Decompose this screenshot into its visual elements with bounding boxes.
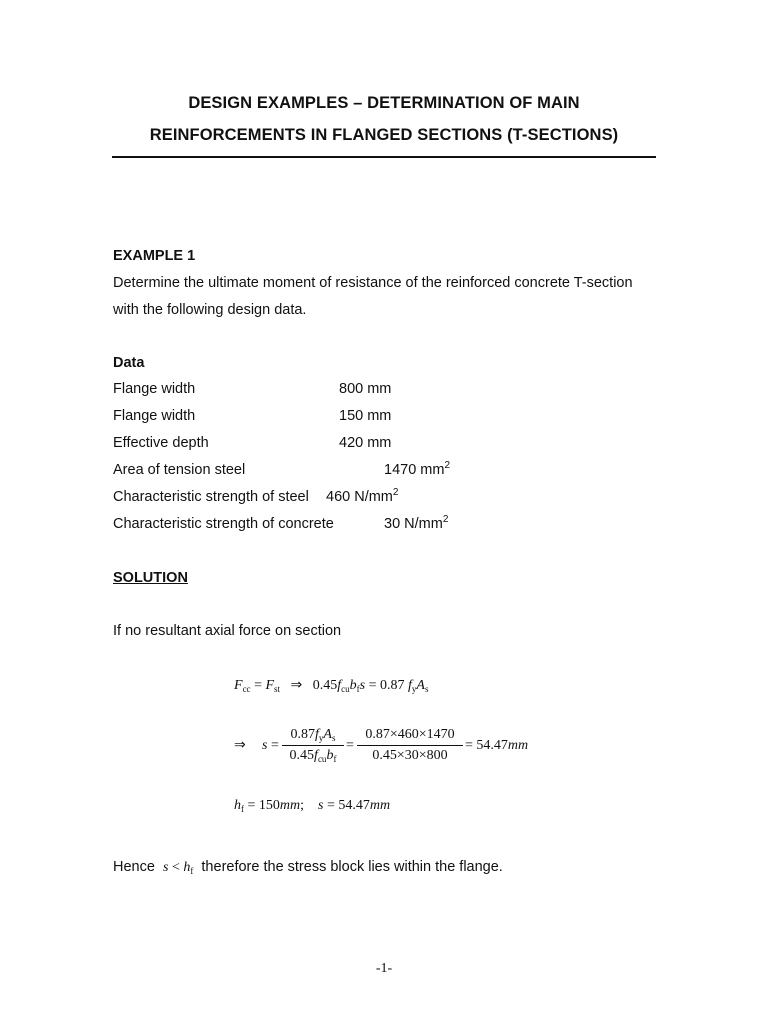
page-title-line-2: REINFORCEMENTS IN FLANGED SECTIONS (T-SECTIONS): [149, 126, 619, 144]
page-title-line-1: DESIGN EXAMPLES – DETERMINATION OF MAIN: [188, 94, 580, 112]
equation-s-lhs: s =: [262, 738, 279, 753]
data-row-label: Effective depth: [113, 435, 209, 451]
fraction-numeric: 0.87×460×1470 0.45×30×800: [357, 727, 463, 764]
equation-result: = 54.47mm: [465, 738, 529, 753]
data-row-label: Flange width: [113, 381, 196, 397]
data-row-value: 150 mm: [339, 408, 392, 424]
solution-premise: If no resultant axial force on section: [113, 623, 342, 639]
title-divider: [112, 156, 656, 158]
example-intro-line-1: Determine the ultimate moment of resistance of the reinforced concrete T-section: [113, 275, 633, 291]
conclusion: Hence $s < h_f$ therefore the stress block lies within the flange.: [113, 859, 503, 876]
solution-heading: SOLUTION: [113, 570, 188, 586]
data-row-value: 30 $N/mm^2$: [384, 514, 449, 532]
page-number: -1-: [375, 961, 393, 976]
fraction-symbolic: $0.87f_yA_s$ $0.45f_{cu}b_f$: [282, 727, 344, 764]
example-intro-line-2: with the following design data.: [113, 302, 307, 318]
data-row-label: Characteristic strength of concrete: [113, 516, 334, 532]
data-row-label: Flange width: [113, 408, 196, 424]
data-row-value: 420 mm: [339, 435, 392, 451]
example-heading: EXAMPLE 1: [113, 248, 196, 264]
equation-force-balance: $F_{cc} = F_{st}$ ⇒ $0.45f_{cu}b_fs = 0.87$ $f_yA_s$: [234, 678, 429, 694]
data-row-value: 1470 $mm^2$: [384, 460, 451, 478]
data-row-value: 460 $N/mm^2$: [326, 487, 399, 505]
equation-equals: =: [346, 738, 354, 753]
data-row-label: Area of tension steel: [113, 462, 246, 478]
data-row-value: 800 mm: [339, 381, 392, 397]
equation-values: $h_f = 150mm$; s = 54.47mm: [234, 798, 391, 814]
equation-implies: ⇒: [234, 738, 246, 753]
data-row-label: Characteristic strength of steel: [113, 489, 309, 505]
data-heading: Data: [113, 355, 145, 371]
